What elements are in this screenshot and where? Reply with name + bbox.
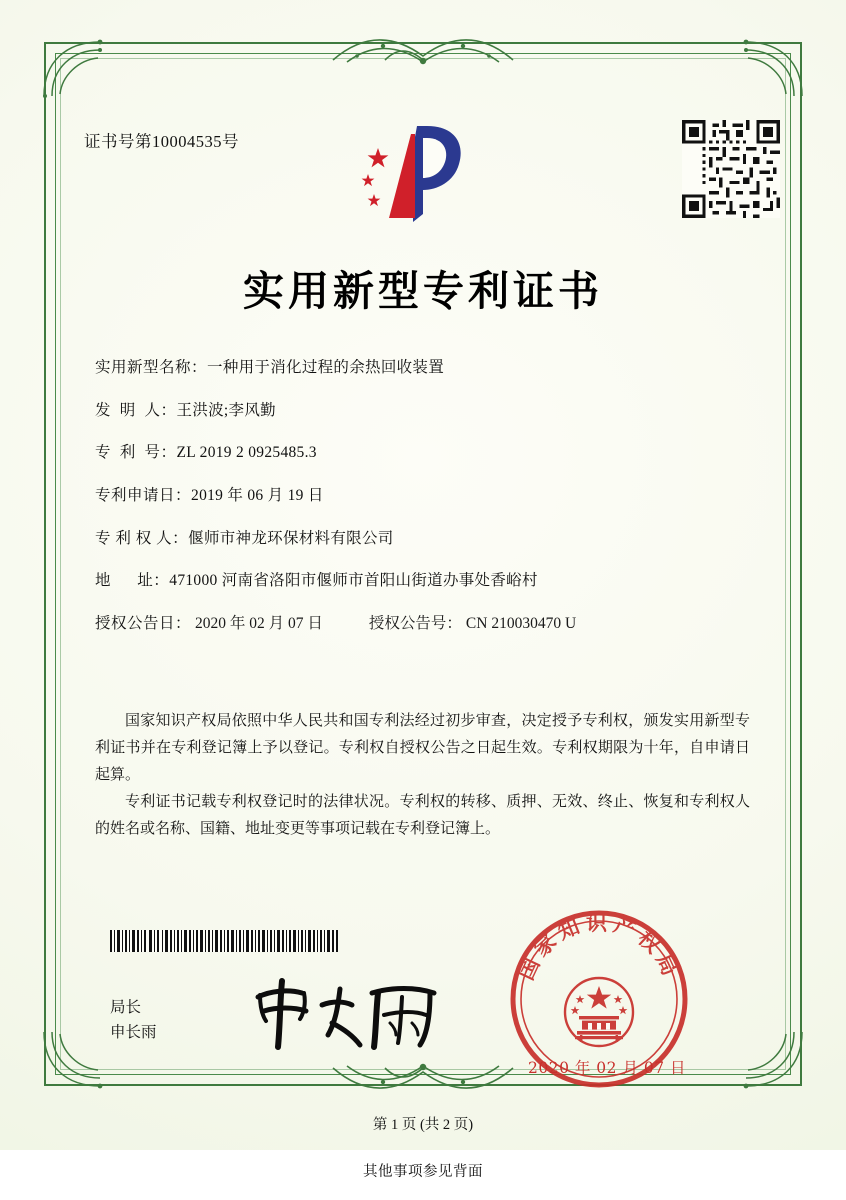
director-block [110, 995, 157, 1045]
director-title: 局长 [110, 999, 142, 1016]
seal-date: 2020 年 02 月 07 日 [528, 1059, 687, 1077]
legal-paragraph-2: 专利证书记载专利权登记时的法律状况。专利权的转移、质押、无效、终止、恢复和专利权人的姓名或名称、国籍、地址变更等事项记载在专利登记簿上。 [95, 794, 750, 837]
field-value: 2019 年 06 月 19 日 [191, 486, 324, 504]
cnipa-logo-icon [355, 118, 475, 228]
field-value-grant-date: 2020 年 02 月 07 日 [195, 614, 323, 632]
barcode [110, 930, 338, 952]
field-list [95, 358, 755, 656]
field-label: 发 明 人： [95, 401, 177, 419]
field-grant-announcement [95, 614, 755, 634]
field-value: ZL 2019 2 0925485.3 [176, 444, 317, 462]
field-application-date [95, 486, 755, 506]
director-name: 申长雨 [110, 1024, 157, 1041]
field-utility-model-name [95, 358, 755, 378]
legal-paragraph-1: 国家知识产权局依照中华人民共和国专利法经过初步审查，决定授予专利权，颁发实用新型专利证书并在专利登记簿上予以登记。专利权自授权公告之日起生效。专利权期限为十年，自申请日起算。 [95, 713, 750, 783]
field-label-grant-date: 授权公告日： [95, 614, 192, 632]
ornament-bottom-icon [323, 1054, 523, 1098]
field-address [95, 571, 755, 591]
field-value: 王洪波;李风勤 [176, 401, 276, 419]
page-title: 实用新型专利证书 [243, 267, 603, 315]
field-label: 专 利 权 人： [95, 529, 189, 547]
field-patentee [95, 529, 755, 549]
field-label: 地 址： [95, 572, 170, 590]
legal-text [95, 708, 750, 843]
back-note: 其他事项参见背面 [363, 1164, 483, 1180]
field-label-grant-number: 授权公告号： [368, 614, 462, 632]
svg-text:国家知识产权局: 国家知识产权局 [512, 910, 686, 984]
page-indicator: 第 1 页 (共 2 页) [372, 1117, 474, 1133]
field-value: 一种用于消化过程的余热回收装置 [207, 359, 445, 376]
qr-code [682, 120, 780, 218]
field-value: 偃师市神龙环保材料有限公司 [188, 529, 394, 547]
field-value: 471000 河南省洛阳市偃师市首阳山街道办事处香峪村 [169, 572, 538, 590]
field-value-grant-number: CN 210030470 U [465, 614, 577, 632]
director-signature [248, 975, 448, 1055]
field-label: 实用新型名称： [95, 359, 208, 376]
field-patent-number [95, 443, 755, 463]
field-label: 专 利 号： [95, 444, 177, 462]
field-inventors [95, 401, 755, 421]
certificate-number: 证书号第10004535号 [84, 132, 239, 151]
ornament-top-icon [323, 30, 523, 74]
field-label: 专利申请日： [95, 486, 192, 504]
